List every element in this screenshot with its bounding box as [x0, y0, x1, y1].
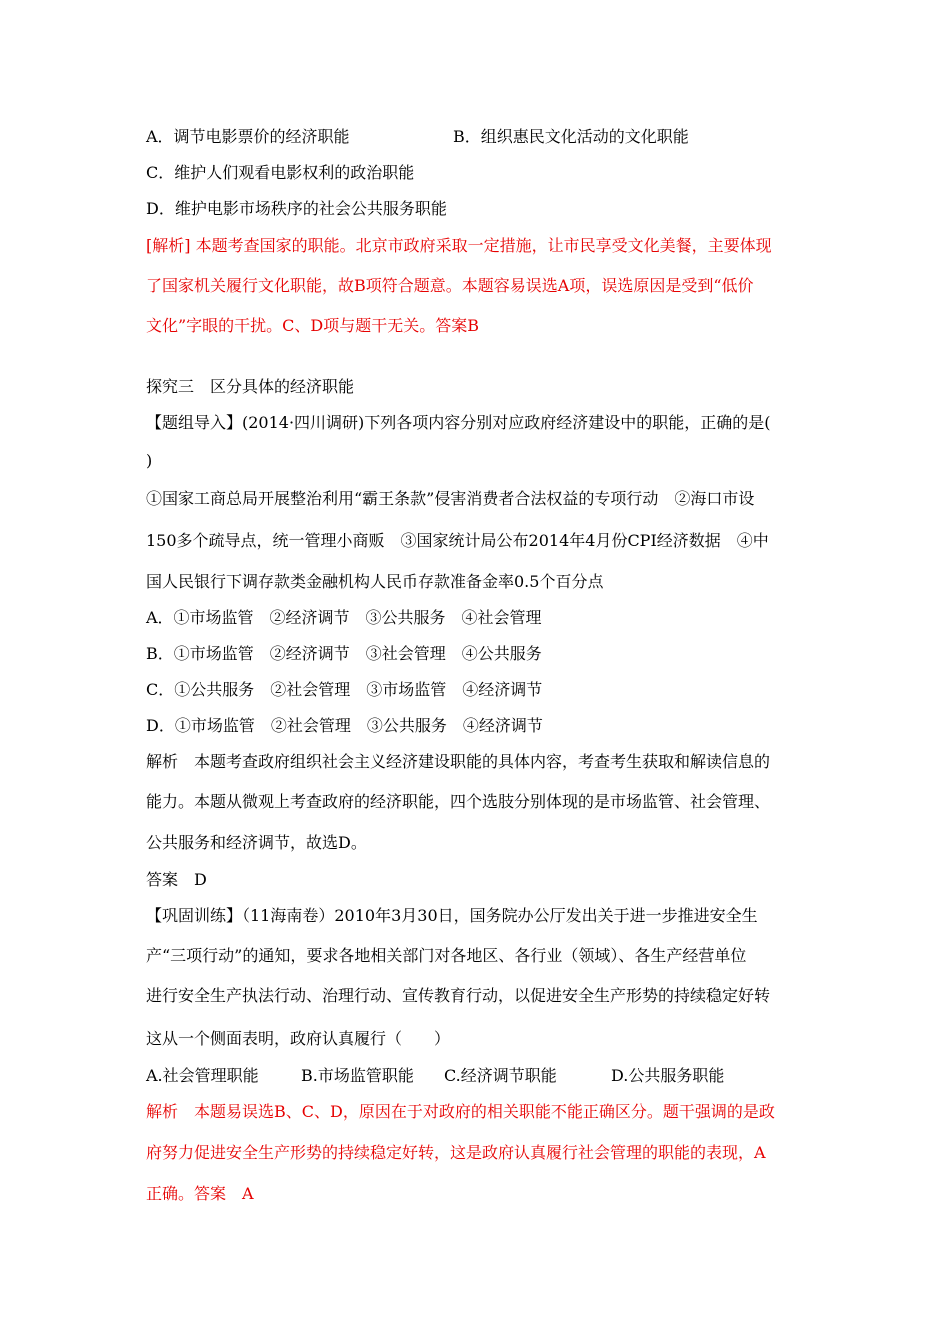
option-line: B．①市场监管 ②经济调节 ③社会管理 ④公共服务 — [146, 644, 542, 663]
analysis-line: 了国家机关履行文化职能，故B项符合题意。本题容易误选A项，误选原因是受到“低价 — [146, 276, 754, 295]
analysis-line: 公共服务和经济调节，故选D。 — [146, 833, 367, 852]
question-line: 国人民银行下调存款类金融机构人民币存款准备金率0.5个百分点 — [146, 572, 604, 591]
option-line: C．①公共服务 ②社会管理 ③市场监管 ④经济调节 — [146, 680, 543, 699]
analysis-line: 府努力促进安全生产形势的持续稳定好转，这是政府认真履行社会管理的职能的表现，A — [146, 1143, 766, 1162]
option-a: A.社会管理职能 — [146, 1066, 259, 1085]
analysis-line: 能力。本题从微观上考查政府的经济职能，四个选肢分别体现的是市场监管、社会管理、 — [146, 792, 771, 811]
question-line: ①国家工商总局开展整治利用“霸王条款”侵害消费者合法权益的专项行动 ②海口市设 — [146, 489, 755, 508]
option-d: D．维护电影市场秩序的社会公共服务职能 — [146, 199, 447, 218]
option-line: D．①市场监管 ②社会管理 ③公共服务 ④经济调节 — [146, 716, 543, 735]
section-heading: 探究三 区分具体的经济职能 — [146, 377, 355, 396]
option-c: C．维护人们观看电影权利的政治职能 — [146, 163, 415, 182]
analysis-line: 解析 本题考查政府组织社会主义经济建设职能的具体内容，考查考生获取和解读信息的 — [146, 752, 771, 771]
question-line: 进行安全生产执法行动、治理行动、宣传教育行动，以促进安全生产形势的持续稳定好转 — [146, 986, 771, 1005]
option-line: A．①市场监管 ②经济调节 ③公共服务 ④社会管理 — [146, 608, 542, 627]
answer-line: 答案 D — [146, 870, 207, 889]
question-line: 这从一个侧面表明，政府认真履行（ ） — [146, 1029, 451, 1048]
option-a: A．调节电影票价的经济职能 — [146, 127, 350, 146]
analysis-line: 正确。答案 A — [146, 1184, 254, 1203]
question-line: 产“三项行动”的通知，要求各地相关部门对各地区、各行业（领域）、各生产经营单位 — [146, 946, 747, 965]
analysis-line: [解析] 本题考查国家的职能。北京市政府采取一定措施，让市民享受文化美餐，主要体现 — [146, 236, 772, 255]
option-d: D.公共服务职能 — [611, 1066, 725, 1085]
question-line: 【巩固训练】（11海南卷）2010年3月30日，国务院办公厅发出关于进一步推进安全生 — [146, 906, 758, 925]
option-c: C.经济调节职能 — [444, 1066, 557, 1085]
question-line: 150多个疏导点，统一管理小商贩 ③国家统计局公布2014年4月份CPI经济数据 ④中 — [146, 531, 769, 550]
question-line: 【题组导入】(2014·四川调研)下列各项内容分别对应政府经济建设中的职能，正确的是( — [146, 413, 771, 432]
analysis-line: 文化”字眼的干扰。C、D项与题干无关。答案B — [146, 316, 480, 335]
analysis-line: 解析 本题易误选B、C、D，原因在于对政府的相关职能不能正确区分。题干强调的是政 — [146, 1102, 775, 1121]
question-line: ) — [146, 451, 153, 470]
option-b: B.市场监管职能 — [301, 1066, 414, 1085]
option-b: B．组织惠民文化活动的文化职能 — [453, 127, 689, 146]
